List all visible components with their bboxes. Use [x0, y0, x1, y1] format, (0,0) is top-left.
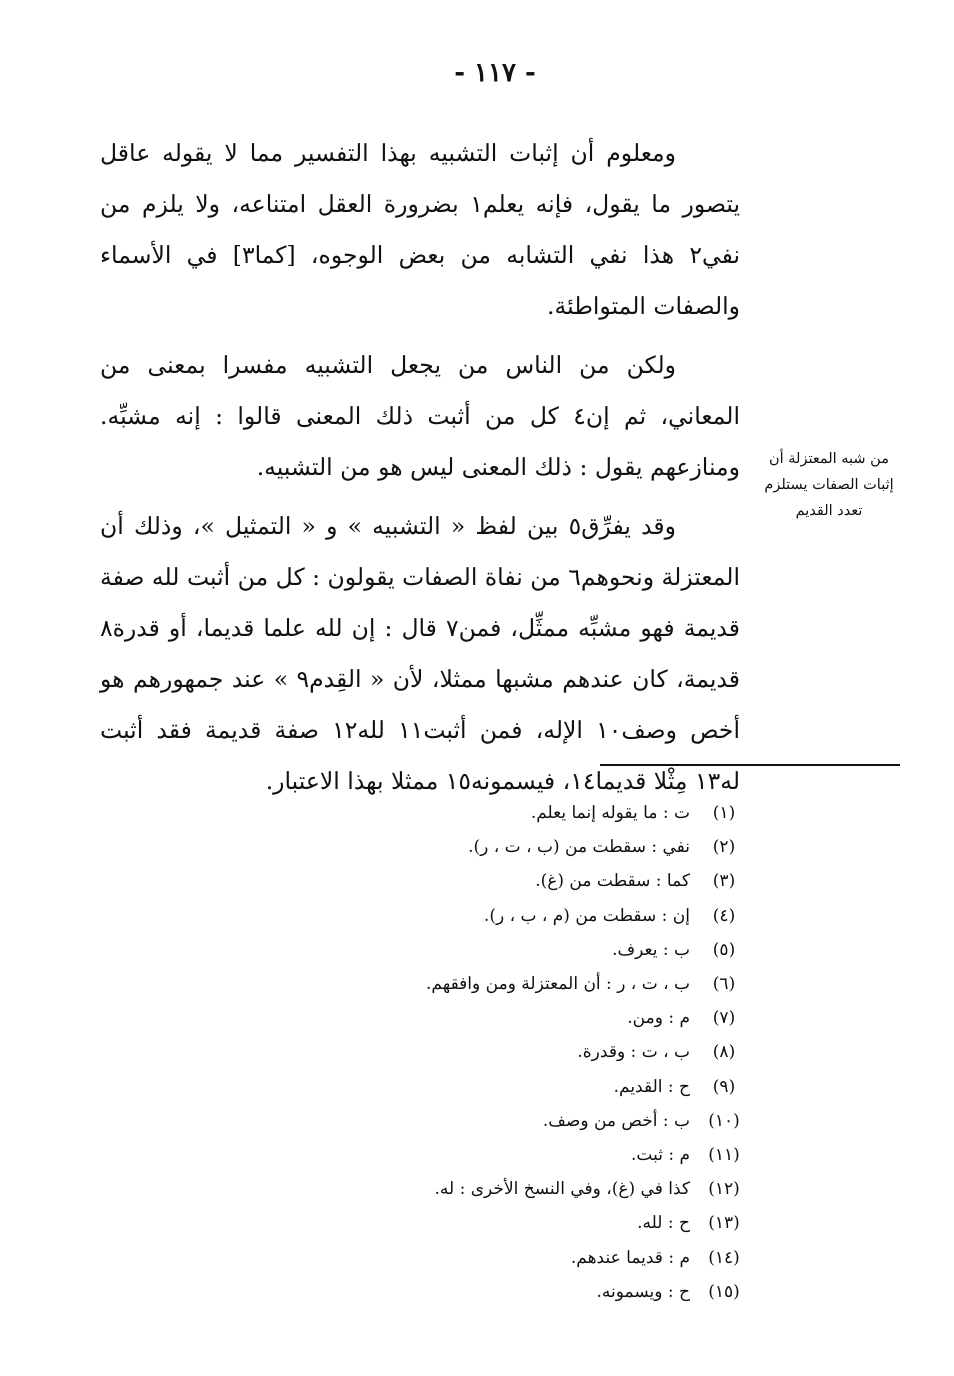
footnote-item — [250, 899, 750, 933]
footnote-item — [250, 830, 750, 864]
footnote-number: (١٤) — [708, 1247, 740, 1268]
footnote-number: (٤) — [712, 905, 736, 926]
footnote-text: كما : سقطت من (غ). — [535, 871, 690, 892]
footnote-item — [250, 1070, 750, 1104]
footnote-item — [250, 933, 750, 967]
footnote-number: (١٢) — [708, 1179, 740, 1200]
footnote-item — [250, 1240, 750, 1274]
body-text — [100, 128, 740, 815]
footnote-text: ح : لله. — [637, 1213, 690, 1234]
footnote-number: (٣) — [712, 871, 736, 892]
footnote-item — [250, 1172, 750, 1206]
footnote-text: إن : سقطت من (م ، ب ، ر). — [483, 905, 690, 926]
footnote-item — [250, 1104, 750, 1138]
footnote-text: ح : ويسمونه. — [596, 1281, 690, 1302]
footnote-text: ت : ما يقوله إنما يعلم. — [530, 803, 690, 824]
footnote-number: (٩) — [712, 1076, 736, 1097]
footnote-text: م : ومن. — [627, 1008, 690, 1029]
margin-note: من شبه المعتزلة أن إثبات الصفات يستلزم تعدد القديم — [764, 451, 894, 519]
footnote-item — [250, 796, 750, 830]
paragraph: ومعلوم أن إثبات التشبيه بهذا التفسير مما لا يقوله عاقل يتصور ما يقول، فإنه يعلم١ بضرورة العقل امتناعه، ولا يلزم من نفي٢ هذا نفي التشابه من بعض الوجوه، [كما٣] في الأسماء والصفات المتواطئة. — [100, 139, 741, 320]
footnote-divider — [600, 764, 900, 766]
footnote-text: ب ، ت : وقدرة. — [577, 1042, 690, 1063]
footnotes — [250, 796, 750, 1309]
footnote-item — [250, 1275, 750, 1309]
footnote-item — [250, 864, 750, 898]
footnote-text: م : ثبت. — [630, 1144, 690, 1165]
footnote-number: (٦) — [712, 974, 736, 995]
footnote-text: ب : يعرف. — [612, 939, 690, 960]
footnote-item — [250, 1035, 750, 1069]
footnote-text: ب ، ت ، ر : أن المعتزلة ومن وافقهم. — [426, 974, 690, 995]
footnote-number: (١٥) — [708, 1281, 740, 1302]
footnote-number: (٢) — [712, 837, 736, 858]
footnote-number: (١١) — [708, 1144, 740, 1165]
footnote-item — [250, 1138, 750, 1172]
footnote-number: (٨) — [712, 1042, 736, 1063]
footnote-item — [250, 1206, 750, 1240]
footnote-text: ح : القديم. — [613, 1076, 690, 1097]
footnote-text: ب : أخص من وصف. — [542, 1110, 690, 1131]
footnote-item — [250, 1001, 750, 1035]
footnote-item — [250, 967, 750, 1001]
footnote-number: (٧) — [712, 1008, 736, 1029]
page-number: - ١١٧ - — [454, 58, 536, 88]
footnote-text: كذا في (غ)، وفي النسخ الأخرى : له. — [434, 1179, 690, 1200]
paragraph: ولكن من الناس من يجعل التشبيه مفسرا بمعنى من المعاني، ثم إن٤ كل من أثبت ذلك المعنى قالوا : إنه مشبِّه. ومنازعهم يقول : ذلك المعنى ليس هو من التشبيه. — [100, 351, 740, 481]
footnote-number: (١٠) — [708, 1110, 740, 1131]
footnote-number: (٥) — [712, 939, 736, 960]
footnote-text: نفي : سقطت من (ب ، ت ، ر). — [468, 837, 690, 858]
paragraph: وقد يفرِّق٥ بين لفظ « التشبيه » و « التمثيل »، وذلك أن المعتزلة ونحوهم٦ من نفاة الصفات يقولون : كل من أثبت لله صفة قديمة فهو مشبِّه ممثِّل، فمن٧ قال : إن لله علما قديما، أو قدرة٨ قديمة، كان عندهم مشبها ممثلا، لأن « القِدم٩ » عند جمهورهم هو أخص وصف١٠ الإله، فمن أثبت١١ لله١٢ صفة قديمة فقد أثبت له١٣ مِثْلا قديما١٤، فيسمونه١٥ ممثلا بهذا الاعتبار. — [100, 512, 740, 795]
footnote-number: (١٣) — [708, 1213, 740, 1234]
footnote-text: م : قديما عندهم. — [570, 1247, 690, 1268]
footnote-number: (١) — [712, 803, 736, 824]
